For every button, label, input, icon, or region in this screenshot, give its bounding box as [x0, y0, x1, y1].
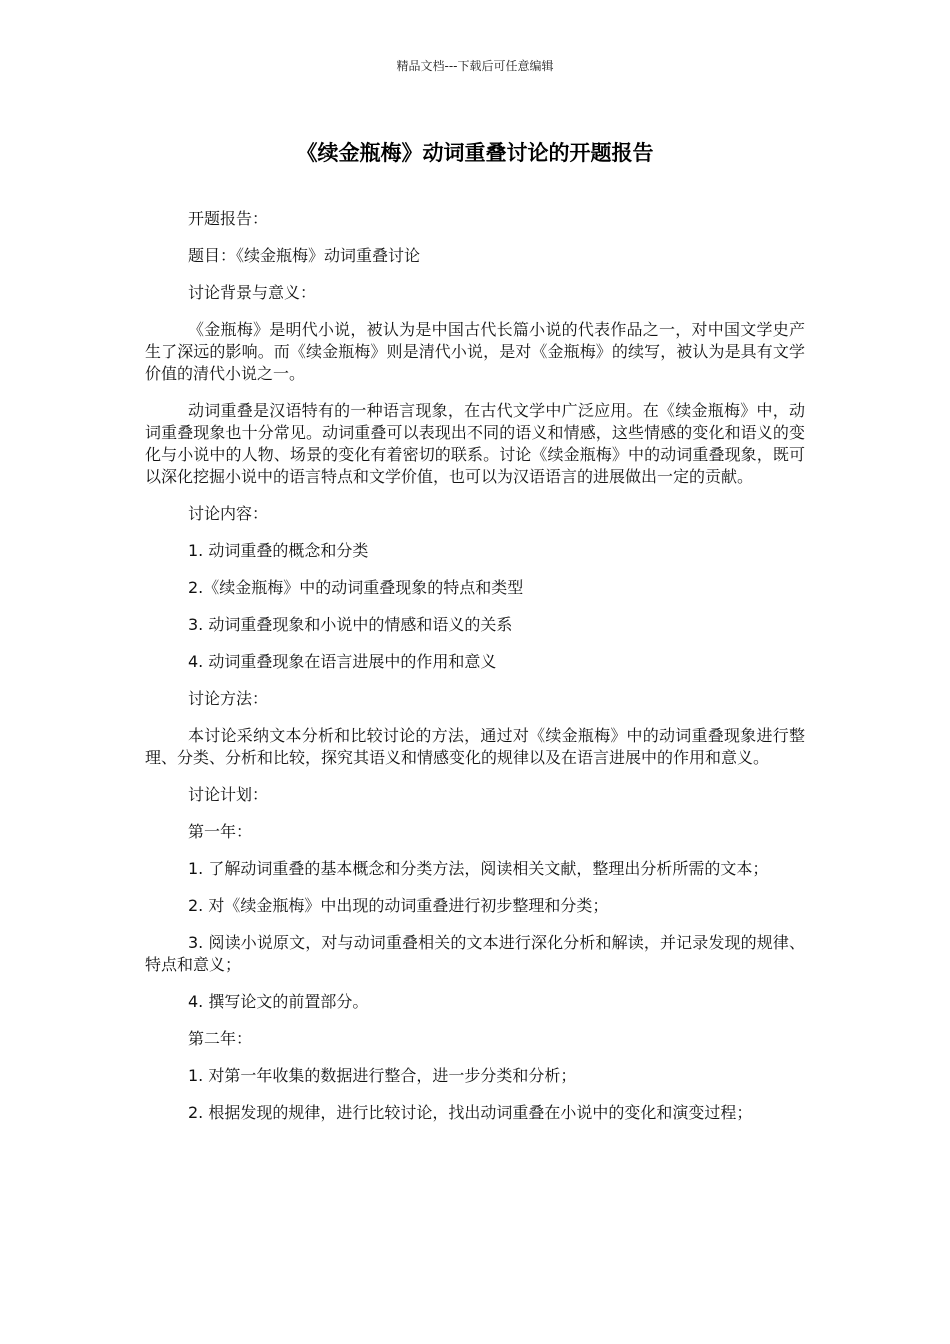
- list-item-year2-1: 1. 对第一年收集的数据进行整合，进一步分类和分析；: [188, 1066, 577, 1085]
- section-heading-method: 讨论方法：: [188, 689, 269, 708]
- paragraph-method: 本讨论采纳文本分析和比较讨论的方法，通过对《续金瓶梅》中的动词重叠现象进行整理、分类、分析和比较，探究其语义和情感变化的规律以及在语言进展中的作用和意义。: [145, 726, 805, 767]
- list-item-content-1: 1. 动词重叠的概念和分类: [188, 541, 369, 560]
- paragraph-background-2: 动词重叠是汉语特有的一种语言现象，在古代文学中广泛应用。在《续金瓶梅》中，动词重叠现象也十分常见。动词重叠可以表现出不同的语义和情感，这些情感的变化和语义的变化与小说中的人物、场景的变化有着密切的联系。讨论《续金瓶梅》中的动词重叠现象，既可以深化挖掘小说中的语言特点和文学价值，也可以为汉语语言的进展做出一定的贡献。: [145, 401, 805, 486]
- plan-year-2-heading: 第二年：: [188, 1029, 253, 1048]
- list-item-year1-2: 2. 对《续金瓶梅》中出现的动词重叠进行初步整理和分类；: [188, 896, 609, 915]
- section-heading-background: 讨论背景与意义：: [188, 283, 317, 302]
- header-note: 精品文档---下载后可任意编辑: [396, 59, 554, 73]
- list-item-year1-4: 4. 撰写论文的前置部分。: [188, 992, 369, 1011]
- plan-year-1-heading: 第一年：: [188, 822, 253, 841]
- document-body: [145, 208, 805, 1139]
- paragraph-background-1: 《金瓶梅》是明代小说，被认为是中国古代长篇小说的代表作品之一，对中国文学史产生了深远的影响。而《续金瓶梅》则是清代小说，是对《金瓶梅》的续写，被认为是具有文学价值的清代小说之一。: [145, 320, 805, 383]
- list-item-year2-2: 2. 根据发现的规律，进行比较讨论，找出动词重叠在小说中的变化和演变过程；: [188, 1103, 753, 1122]
- list-item-content-2: 2.《续金瓶梅》中的动词重叠现象的特点和类型: [188, 578, 524, 597]
- list-item-year1-3: 3. 阅读小说原文，对与动词重叠相关的文本进行深化分析和解读，并记录发现的规律、特点和意义；: [145, 933, 805, 974]
- list-item-content-3: 3. 动词重叠现象和小说中的情感和语义的关系: [188, 615, 513, 634]
- section-heading-plan: 讨论计划：: [188, 785, 269, 804]
- page-title: 《续金瓶梅》动词重叠讨论的开题报告: [296, 141, 654, 165]
- paragraph-topic: 题目：《续金瓶梅》动词重叠讨论: [188, 246, 421, 265]
- paragraph-report-label: 开题报告：: [188, 209, 269, 228]
- list-item-content-4: 4. 动词重叠现象在语言进展中的作用和意义: [188, 652, 497, 671]
- list-item-year1-1: 1. 了解动词重叠的基本概念和分类方法，阅读相关文献，整理出分析所需的文本；: [188, 859, 769, 878]
- section-heading-content: 讨论内容：: [188, 504, 269, 523]
